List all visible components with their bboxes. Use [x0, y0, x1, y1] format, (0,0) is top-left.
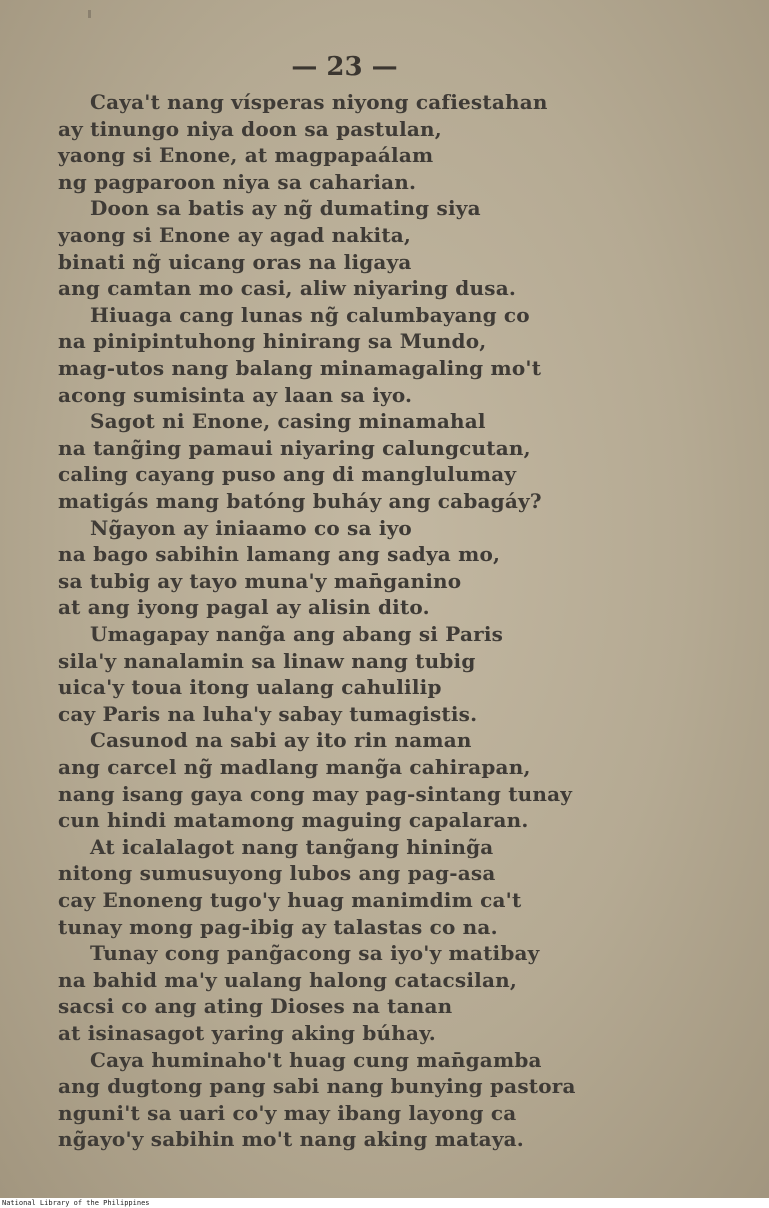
poem-line: matigás mang batóng buháy ang cabagáy?: [58, 489, 542, 513]
poem-line: at ang iyong pagal ay alisin dito.: [58, 595, 430, 619]
poem-line: nguni't sa uari co'y may ibang layong ca: [58, 1101, 517, 1125]
poem-line: At icalalagot nang tang̃ang hining̃a: [90, 835, 494, 859]
poem-line: cun hindi matamong maguing capalaran.: [58, 808, 529, 832]
poem-line: uica'y toua itong ualang cahulilip: [58, 675, 442, 699]
poem-line: sila'y nanalamin sa linaw nang tubig: [58, 649, 476, 673]
page-number: — 23 —: [291, 52, 398, 82]
poem-line: yaong si Enone ay agad nakita,: [58, 223, 412, 247]
poem-line: binati ng̃ uicang oras na ligaya: [58, 250, 412, 274]
poem-line: na pinipintuhong hinirang sa Mundo,: [58, 329, 487, 353]
poem-line: Hiuaga cang lunas ng̃ calumbayang co: [90, 303, 530, 327]
poem-line: mag-utos nang balang minamagaling mo't: [58, 356, 542, 380]
poem-line: Ng̃ayon ay iniaamo co sa iyo: [90, 516, 412, 540]
poem-line: acong sumisinta ay laan sa iyo.: [58, 383, 413, 407]
poem-line: sa tubig ay tayo muna'y man̄ganino: [58, 569, 462, 593]
poem-line: at isinasagot yaring aking búhay.: [58, 1021, 436, 1045]
poem-line: Doon sa batis ay ng̃ dumating siya: [90, 196, 481, 220]
poem-line: Tunay cong pang̃acong sa iyo'y matibay: [90, 941, 540, 965]
poem-line: ang dugtong pang sabi nang bunying pastora: [58, 1074, 576, 1098]
poem-line: ang carcel ng̃ madlang mang̃a cahirapan,: [58, 755, 531, 779]
poem-line: Caya huminaho't huag cung man̄gamba: [90, 1048, 542, 1072]
poem-line: cay Enoneng tugo'y huag manimdim ca't: [58, 888, 522, 912]
poem-line: cay Paris na luha'y sabay tumagistis.: [58, 702, 478, 726]
poem-line: nang isang gaya cong may pag-sintang tunay: [58, 782, 573, 806]
poem-line: tunay mong pag-ibig ay talastas co na.: [58, 915, 498, 939]
poem-line: na bahid ma'y ualang halong catacsilan,: [58, 968, 518, 992]
poem-line: Umagapay nang̃a ang abang si Paris: [90, 622, 504, 646]
library-footer: National Library of the Philippines: [0, 1198, 769, 1208]
poem-line: ang camtan mo casi, aliw niyaring dusa.: [58, 276, 517, 300]
poem-line: nitong sumusuyong lubos ang pag-asa: [58, 861, 496, 885]
poem-line: Sagot ni Enone, casing minamahal: [90, 409, 486, 433]
poem-line: yaong si Enone, at magpapaálam: [58, 143, 434, 167]
poem-line: na bago sabihin lamang ang sadya mo,: [58, 542, 501, 566]
poem-line: ng̃ayo'y sabihin mo't nang aking mataya.: [58, 1127, 524, 1151]
poem-line: Casunod na sabi ay ito rin naman: [90, 728, 472, 752]
poem-line: na tang̃ing pamaui niyaring calungcutan,: [58, 436, 531, 460]
poem-line: caling cayang puso ang di manglulumay: [58, 462, 517, 486]
poem-line: sacsi co ang ating Dioses na tanan: [58, 994, 453, 1018]
poem-line: ay tinungo niya doon sa pastulan,: [58, 117, 442, 141]
poem-line: ng pagparoon niya sa caharian.: [58, 170, 417, 194]
poem-line: Caya't nang vísperas niyong cafiestahan: [90, 90, 548, 114]
